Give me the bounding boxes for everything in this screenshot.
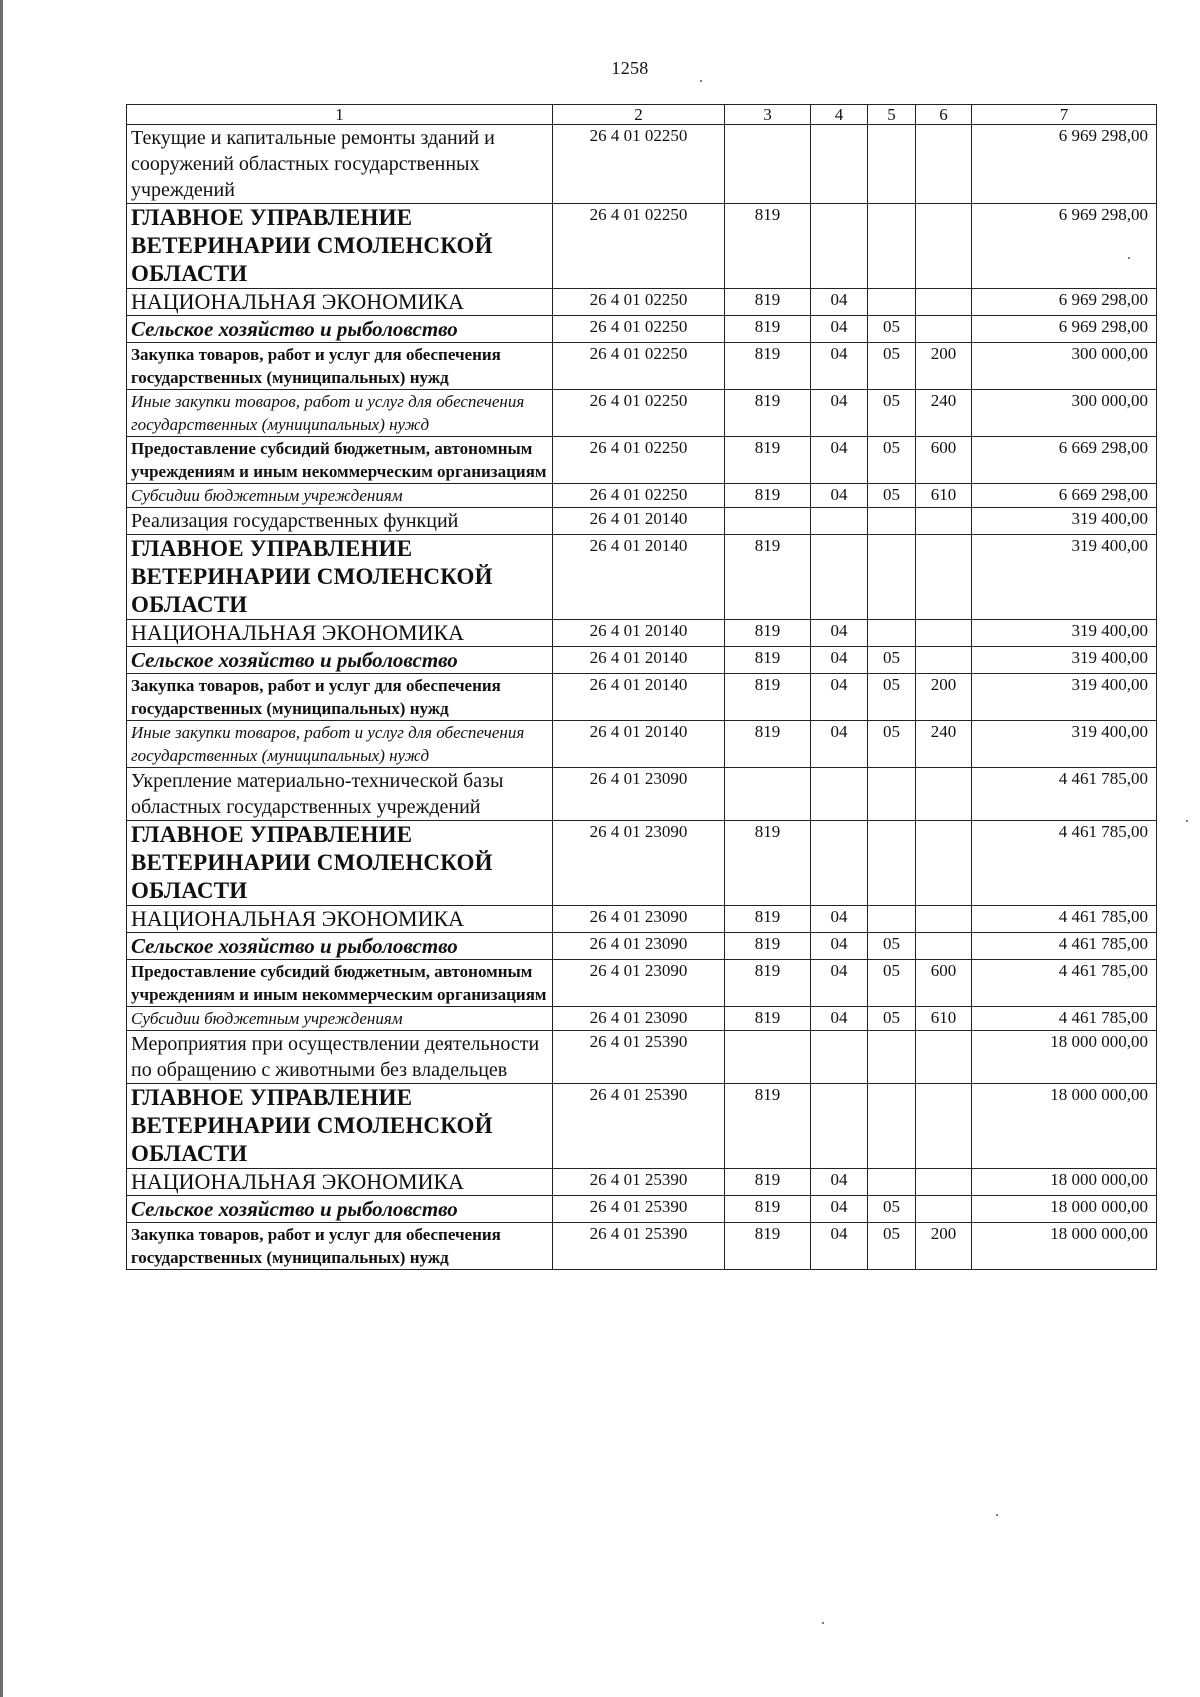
row-name-cell: Реализация государственных функций <box>127 508 553 535</box>
expense-type-cell <box>916 1169 972 1196</box>
amount-cell: 319 400,00 <box>972 508 1157 535</box>
amount-cell: 319 400,00 <box>972 620 1157 647</box>
scan-left-edge <box>0 0 3 1697</box>
expense-type-cell <box>916 647 972 674</box>
section-cell: 04 <box>811 647 868 674</box>
target-code-cell: 26 4 01 20140 <box>553 620 725 647</box>
target-code-cell: 26 4 01 02250 <box>553 204 725 289</box>
section-cell: 04 <box>811 1223 868 1270</box>
target-code-cell: 26 4 01 02250 <box>553 437 725 484</box>
expense-type-cell: 200 <box>916 343 972 390</box>
scan-speck <box>822 1622 824 1624</box>
subsection-cell <box>868 125 916 204</box>
table-row <box>127 125 1157 204</box>
scan-speck <box>996 1514 998 1516</box>
ministry-code-cell <box>725 125 811 204</box>
expense-type-cell <box>916 620 972 647</box>
section-cell: 04 <box>811 620 868 647</box>
table-row <box>127 674 1157 721</box>
expense-type-cell <box>916 204 972 289</box>
table-row <box>127 343 1157 390</box>
row-name-cell: Предоставление субсидий бюджетным, автономным учреждениям и иным некоммерческим организациям <box>127 960 553 1007</box>
section-cell: 04 <box>811 390 868 437</box>
table-row <box>127 204 1157 289</box>
row-name-cell: НАЦИОНАЛЬНАЯ ЭКОНОМИКА <box>127 1169 553 1196</box>
subsection-cell <box>868 768 916 821</box>
target-code-cell: 26 4 01 25390 <box>553 1196 725 1223</box>
section-cell <box>811 535 868 620</box>
section-cell: 04 <box>811 289 868 316</box>
target-code-cell: 26 4 01 23090 <box>553 906 725 933</box>
section-cell <box>811 768 868 821</box>
subsection-cell <box>868 204 916 289</box>
header-cell: 7 <box>972 105 1157 125</box>
ministry-code-cell: 819 <box>725 390 811 437</box>
target-code-cell: 26 4 01 23090 <box>553 768 725 821</box>
table-row <box>127 1196 1157 1223</box>
table-row <box>127 289 1157 316</box>
expense-type-cell <box>916 316 972 343</box>
subsection-cell <box>868 906 916 933</box>
target-code-cell: 26 4 01 25390 <box>553 1223 725 1270</box>
expense-type-cell <box>916 1084 972 1169</box>
subsection-cell <box>868 821 916 906</box>
scan-speck <box>700 80 702 82</box>
header-cell: 6 <box>916 105 972 125</box>
row-name-cell: Закупка товаров, работ и услуг для обеспечения государственных (муниципальных) нужд <box>127 1223 553 1270</box>
ministry-code-cell: 819 <box>725 535 811 620</box>
row-name-cell: НАЦИОНАЛЬНАЯ ЭКОНОМИКА <box>127 620 553 647</box>
ministry-code-cell: 819 <box>725 204 811 289</box>
section-cell: 04 <box>811 484 868 508</box>
section-cell: 04 <box>811 316 868 343</box>
table-row <box>127 721 1157 768</box>
budget-table <box>126 104 1157 1270</box>
table-row <box>127 535 1157 620</box>
ministry-code-cell: 819 <box>725 933 811 960</box>
amount-cell: 18 000 000,00 <box>972 1084 1157 1169</box>
table-row <box>127 1084 1157 1169</box>
ministry-code-cell: 819 <box>725 316 811 343</box>
expense-type-cell: 200 <box>916 674 972 721</box>
section-cell: 04 <box>811 1007 868 1031</box>
amount-cell: 319 400,00 <box>972 535 1157 620</box>
target-code-cell: 26 4 01 02250 <box>553 343 725 390</box>
subsection-cell: 05 <box>868 343 916 390</box>
subsection-cell: 05 <box>868 1196 916 1223</box>
row-name-cell: Текущие и капитальные ремонты зданий и сооружений областных государственных учреждений <box>127 125 553 204</box>
table-row <box>127 508 1157 535</box>
subsection-cell <box>868 508 916 535</box>
table-row <box>127 1223 1157 1270</box>
header-cell: 5 <box>868 105 916 125</box>
section-cell <box>811 125 868 204</box>
amount-cell: 6 969 298,00 <box>972 289 1157 316</box>
header-cell: 1 <box>127 105 553 125</box>
table-row <box>127 316 1157 343</box>
target-code-cell: 26 4 01 02250 <box>553 484 725 508</box>
ministry-code-cell: 819 <box>725 484 811 508</box>
row-name-cell: Закупка товаров, работ и услуг для обеспечения государственных (муниципальных) нужд <box>127 674 553 721</box>
ministry-code-cell: 819 <box>725 343 811 390</box>
target-code-cell: 26 4 01 20140 <box>553 721 725 768</box>
target-code-cell: 26 4 01 25390 <box>553 1169 725 1196</box>
ministry-code-cell: 819 <box>725 1223 811 1270</box>
amount-cell: 6 669 298,00 <box>972 437 1157 484</box>
subsection-cell: 05 <box>868 721 916 768</box>
amount-cell: 4 461 785,00 <box>972 960 1157 1007</box>
table-row <box>127 1031 1157 1084</box>
ministry-code-cell: 819 <box>725 960 811 1007</box>
amount-cell: 300 000,00 <box>972 390 1157 437</box>
row-name-cell: Сельское хозяйство и рыболовство <box>127 1196 553 1223</box>
section-cell <box>811 1084 868 1169</box>
amount-cell: 6 669 298,00 <box>972 484 1157 508</box>
row-name-cell: Субсидии бюджетным учреждениям <box>127 484 553 508</box>
target-code-cell: 26 4 01 20140 <box>553 647 725 674</box>
expense-type-cell <box>916 125 972 204</box>
row-name-cell: НАЦИОНАЛЬНАЯ ЭКОНОМИКА <box>127 906 553 933</box>
amount-cell: 18 000 000,00 <box>972 1169 1157 1196</box>
table-row <box>127 1007 1157 1031</box>
amount-cell: 4 461 785,00 <box>972 821 1157 906</box>
section-cell: 04 <box>811 721 868 768</box>
section-cell <box>811 1031 868 1084</box>
expense-type-cell <box>916 768 972 821</box>
subsection-cell: 05 <box>868 484 916 508</box>
ministry-code-cell: 819 <box>725 647 811 674</box>
row-name-cell: Сельское хозяйство и рыболовство <box>127 647 553 674</box>
section-cell: 04 <box>811 906 868 933</box>
ministry-code-cell: 819 <box>725 1196 811 1223</box>
expense-type-cell <box>916 933 972 960</box>
section-cell: 04 <box>811 343 868 390</box>
subsection-cell <box>868 535 916 620</box>
ministry-code-cell: 819 <box>725 906 811 933</box>
table-row <box>127 768 1157 821</box>
expense-type-cell: 240 <box>916 390 972 437</box>
table-row <box>127 620 1157 647</box>
section-cell <box>811 821 868 906</box>
target-code-cell: 26 4 01 20140 <box>553 674 725 721</box>
row-name-cell: ГЛАВНОЕ УПРАВЛЕНИЕ ВЕТЕРИНАРИИ СМОЛЕНСКОЙ ОБЛАСТИ <box>127 821 553 906</box>
expense-type-cell <box>916 535 972 620</box>
header-cell: 4 <box>811 105 868 125</box>
section-cell: 04 <box>811 674 868 721</box>
row-name-cell: Укрепление материально-технической базы областных государственных учреждений <box>127 768 553 821</box>
section-cell: 04 <box>811 1196 868 1223</box>
page-number: 1258 <box>611 58 649 78</box>
subsection-cell: 05 <box>868 1223 916 1270</box>
amount-cell: 319 400,00 <box>972 674 1157 721</box>
row-name-cell: Иные закупки товаров, работ и услуг для обеспечения государственных (муниципальных) нужд <box>127 390 553 437</box>
table-row <box>127 647 1157 674</box>
section-cell <box>811 508 868 535</box>
row-name-cell: Сельское хозяйство и рыболовство <box>127 316 553 343</box>
row-name-cell: ГЛАВНОЕ УПРАВЛЕНИЕ ВЕТЕРИНАРИИ СМОЛЕНСКОЙ ОБЛАСТИ <box>127 204 553 289</box>
target-code-cell: 26 4 01 02250 <box>553 125 725 204</box>
table-row <box>127 933 1157 960</box>
subsection-cell <box>868 1169 916 1196</box>
expense-type-cell: 600 <box>916 437 972 484</box>
target-code-cell: 26 4 01 23090 <box>553 821 725 906</box>
expense-type-cell: 600 <box>916 960 972 1007</box>
expense-type-cell: 610 <box>916 484 972 508</box>
target-code-cell: 26 4 01 20140 <box>553 535 725 620</box>
ministry-code-cell <box>725 508 811 535</box>
expense-type-cell: 200 <box>916 1223 972 1270</box>
amount-cell: 4 461 785,00 <box>972 1007 1157 1031</box>
amount-cell: 18 000 000,00 <box>972 1196 1157 1223</box>
row-name-cell: Предоставление субсидий бюджетным, автономным учреждениям и иным некоммерческим организациям <box>127 437 553 484</box>
subsection-cell: 05 <box>868 316 916 343</box>
row-name-cell: НАЦИОНАЛЬНАЯ ЭКОНОМИКА <box>127 289 553 316</box>
ministry-code-cell: 819 <box>725 289 811 316</box>
row-name-cell: Закупка товаров, работ и услуг для обеспечения государственных (муниципальных) нужд <box>127 343 553 390</box>
table-row <box>127 484 1157 508</box>
row-name-cell: Сельское хозяйство и рыболовство <box>127 933 553 960</box>
subsection-cell <box>868 1031 916 1084</box>
expense-type-cell <box>916 906 972 933</box>
ministry-code-cell: 819 <box>725 821 811 906</box>
section-cell: 04 <box>811 960 868 1007</box>
expense-type-cell <box>916 821 972 906</box>
subsection-cell: 05 <box>868 933 916 960</box>
section-cell: 04 <box>811 933 868 960</box>
target-code-cell: 26 4 01 25390 <box>553 1031 725 1084</box>
amount-cell: 18 000 000,00 <box>972 1223 1157 1270</box>
table-row <box>127 390 1157 437</box>
expense-type-cell <box>916 289 972 316</box>
ministry-code-cell: 819 <box>725 1084 811 1169</box>
amount-cell: 319 400,00 <box>972 721 1157 768</box>
target-code-cell: 26 4 01 02250 <box>553 289 725 316</box>
row-name-cell: ГЛАВНОЕ УПРАВЛЕНИЕ ВЕТЕРИНАРИИ СМОЛЕНСКОЙ ОБЛАСТИ <box>127 1084 553 1169</box>
ministry-code-cell: 819 <box>725 1007 811 1031</box>
subsection-cell: 05 <box>868 390 916 437</box>
amount-cell: 6 969 298,00 <box>972 204 1157 289</box>
header-row <box>127 105 1157 125</box>
subsection-cell <box>868 289 916 316</box>
section-cell: 04 <box>811 1169 868 1196</box>
row-name-cell: Субсидии бюджетным учреждениям <box>127 1007 553 1031</box>
subsection-cell: 05 <box>868 960 916 1007</box>
section-cell: 04 <box>811 437 868 484</box>
section-cell <box>811 204 868 289</box>
subsection-cell: 05 <box>868 647 916 674</box>
ministry-code-cell: 819 <box>725 721 811 768</box>
target-code-cell: 26 4 01 20140 <box>553 508 725 535</box>
ministry-code-cell <box>725 768 811 821</box>
amount-cell: 4 461 785,00 <box>972 906 1157 933</box>
header-cell: 3 <box>725 105 811 125</box>
table-body <box>127 105 1157 1270</box>
target-code-cell: 26 4 01 02250 <box>553 390 725 437</box>
target-code-cell: 26 4 01 23090 <box>553 933 725 960</box>
subsection-cell: 05 <box>868 1007 916 1031</box>
amount-cell: 300 000,00 <box>972 343 1157 390</box>
target-code-cell: 26 4 01 23090 <box>553 960 725 1007</box>
expense-type-cell <box>916 508 972 535</box>
ministry-code-cell: 819 <box>725 437 811 484</box>
header-cell: 2 <box>553 105 725 125</box>
expense-type-cell <box>916 1196 972 1223</box>
table-row <box>127 437 1157 484</box>
ministry-code-cell: 819 <box>725 1169 811 1196</box>
amount-cell: 319 400,00 <box>972 647 1157 674</box>
subsection-cell <box>868 620 916 647</box>
table-row <box>127 1169 1157 1196</box>
subsection-cell: 05 <box>868 674 916 721</box>
amount-cell: 6 969 298,00 <box>972 125 1157 204</box>
scan-speck <box>1186 820 1188 822</box>
amount-cell: 4 461 785,00 <box>972 933 1157 960</box>
expense-type-cell: 240 <box>916 721 972 768</box>
row-name-cell: ГЛАВНОЕ УПРАВЛЕНИЕ ВЕТЕРИНАРИИ СМОЛЕНСКОЙ ОБЛАСТИ <box>127 535 553 620</box>
subsection-cell: 05 <box>868 437 916 484</box>
row-name-cell: Иные закупки товаров, работ и услуг для обеспечения государственных (муниципальных) нужд <box>127 721 553 768</box>
target-code-cell: 26 4 01 25390 <box>553 1084 725 1169</box>
ministry-code-cell <box>725 1031 811 1084</box>
amount-cell: 18 000 000,00 <box>972 1031 1157 1084</box>
expense-type-cell: 610 <box>916 1007 972 1031</box>
table-row <box>127 960 1157 1007</box>
subsection-cell <box>868 1084 916 1169</box>
row-name-cell: Мероприятия при осуществлении деятельности по обращению с животными без владельцев <box>127 1031 553 1084</box>
target-code-cell: 26 4 01 23090 <box>553 1007 725 1031</box>
expense-type-cell <box>916 1031 972 1084</box>
target-code-cell: 26 4 01 02250 <box>553 316 725 343</box>
ministry-code-cell: 819 <box>725 620 811 647</box>
amount-cell: 6 969 298,00 <box>972 316 1157 343</box>
ministry-code-cell: 819 <box>725 674 811 721</box>
table-row <box>127 906 1157 933</box>
amount-cell: 4 461 785,00 <box>972 768 1157 821</box>
table-row <box>127 821 1157 906</box>
